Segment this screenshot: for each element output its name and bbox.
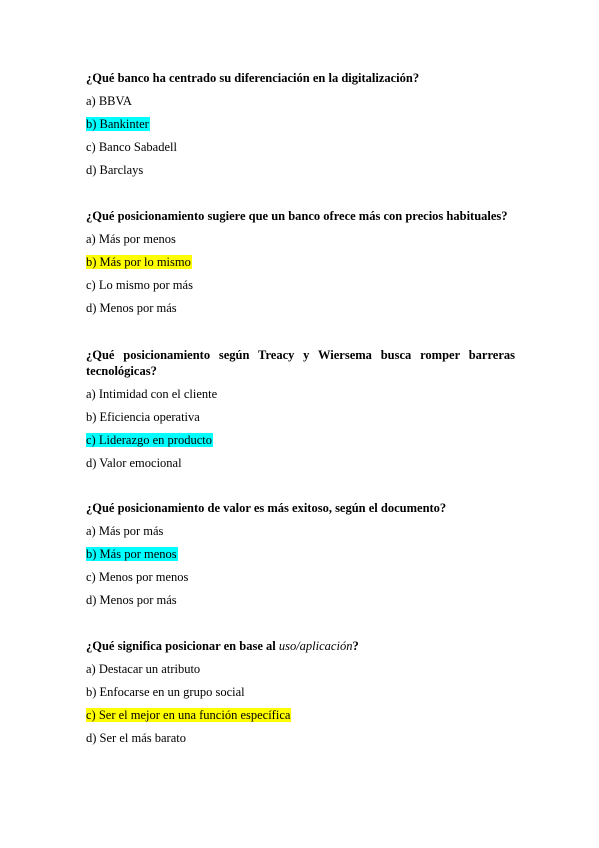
question-text: ¿Qué posicionamiento de valor es más exitoso, según el documento? — [86, 501, 447, 515]
option-text: d) Ser el más barato — [86, 731, 186, 745]
option-a — [86, 231, 515, 247]
question-block-2 — [86, 208, 515, 323]
option-text: d) Valor emocional — [86, 456, 182, 470]
option-c-highlighted — [86, 432, 515, 448]
option-d — [86, 592, 515, 608]
option-text: a) Más por menos — [86, 232, 176, 246]
option-text: a) Más por más — [86, 524, 164, 538]
option-c — [86, 569, 515, 585]
option-text: c) Liderazgo en producto — [86, 433, 212, 447]
option-text: b) Más por lo mismo — [86, 255, 191, 269]
question-text-end: ? — [352, 639, 359, 653]
option-text: d) Menos por más — [86, 593, 177, 607]
question-block-5 — [86, 638, 515, 753]
option-text: b) Bankinter — [86, 117, 149, 131]
option-c-highlighted — [86, 707, 515, 723]
option-b — [86, 409, 515, 425]
option-text: a) BBVA — [86, 94, 132, 108]
option-a — [86, 386, 515, 402]
option-b-highlighted — [86, 116, 515, 132]
option-text: d) Barclays — [86, 163, 144, 177]
question-text: ¿Qué posicionamiento según Treacy y Wiersema busca romper barreras tecnológicas? — [86, 348, 515, 378]
question-block-1 — [86, 70, 515, 185]
option-b-highlighted — [86, 254, 515, 270]
option-text: c) Lo mismo por más — [86, 278, 193, 292]
option-b-highlighted — [86, 546, 515, 562]
option-text: a) Destacar un atributo — [86, 662, 201, 676]
option-text: c) Ser el mejor en una función específica — [86, 708, 291, 722]
option-b — [86, 684, 515, 700]
option-d — [86, 455, 515, 471]
option-a — [86, 93, 515, 109]
question-text: ¿Qué posicionamiento sugiere que un banco ofrece más con precios habituales? — [86, 209, 508, 223]
option-d — [86, 730, 515, 746]
question-text-italic: uso/aplicación — [278, 639, 353, 653]
option-text: d) Menos por más — [86, 301, 177, 315]
option-text: b) Enfocarse en un grupo social — [86, 685, 245, 699]
option-text: b) Más por menos — [86, 547, 177, 561]
option-d — [86, 300, 515, 316]
option-text: c) Banco Sabadell — [86, 140, 177, 154]
option-c — [86, 139, 515, 155]
option-d — [86, 162, 515, 178]
question-text: ¿Qué banco ha centrado su diferenciación en la digitalización? — [86, 71, 420, 85]
option-text: b) Eficiencia operativa — [86, 410, 200, 424]
question-block-3 — [86, 347, 515, 478]
question-block-4 — [86, 500, 515, 615]
option-a — [86, 661, 515, 677]
option-text: c) Menos por menos — [86, 570, 189, 584]
option-text: a) Intimidad con el cliente — [86, 387, 218, 401]
option-c — [86, 277, 515, 293]
question-text — [86, 638, 515, 654]
question-text-start: ¿Qué significa posicionar en base al — [86, 639, 279, 653]
option-a — [86, 523, 515, 539]
